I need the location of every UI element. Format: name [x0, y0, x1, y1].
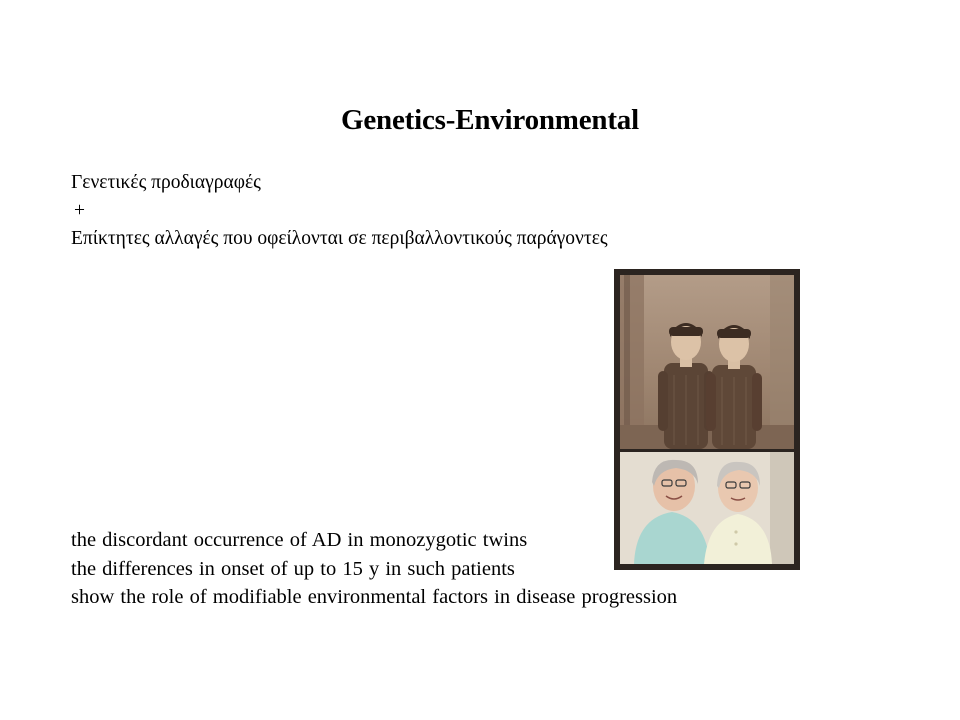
greek-line-plus: + — [74, 200, 85, 221]
greek-line-genetic: Γενετικές προδιαγραφές — [71, 172, 261, 193]
greek-line-acquired: Επίκτητες αλλαγές που οφείλονται σε περιβαλλοντικούς παράγοντες — [71, 228, 608, 249]
slide-title: Genetics-Environmental — [341, 104, 639, 136]
childhood-twins-photo — [620, 275, 794, 449]
conclusion-line-discordant: the discordant occurrence of AD in monozygotic twins — [71, 529, 528, 551]
conclusion-text-block — [71, 526, 677, 612]
conclusion-line-role: show the role of modifiable environmental factors in disease progression — [71, 586, 678, 608]
greek-text-block — [71, 169, 608, 253]
twins-photo — [614, 269, 800, 570]
conclusion-line-onset: the differences in onset of up to 15 y in such patients — [71, 557, 515, 580]
